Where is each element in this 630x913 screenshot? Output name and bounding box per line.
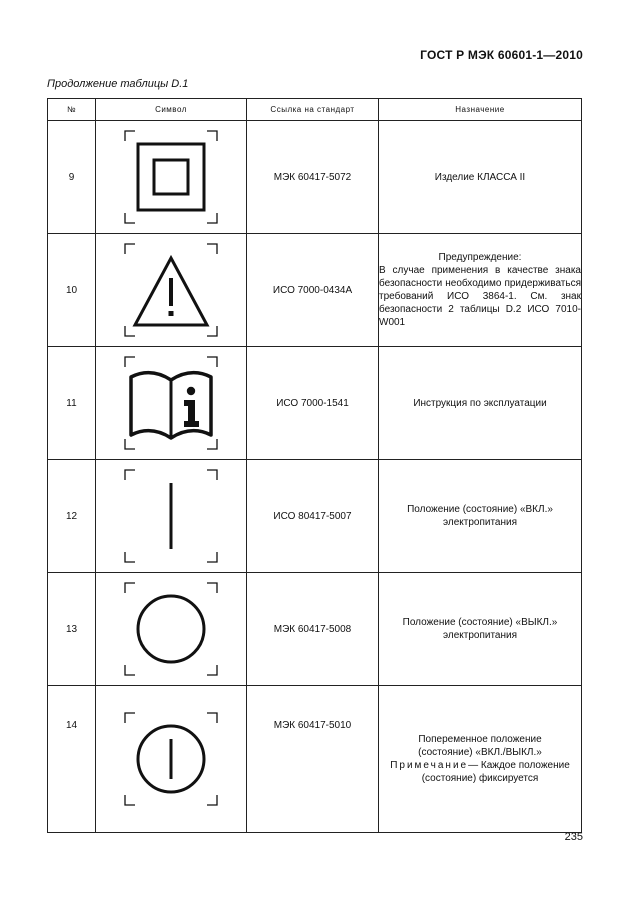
purpose-line: электропитания	[442, 517, 518, 528]
table-caption: Продолжение таблицы D.1	[47, 78, 189, 90]
standard-reference: МЭК 60417-5008	[247, 573, 379, 686]
column-header-symbol: Символ	[96, 99, 247, 121]
document-standard-header: ГОСТ Р МЭК 60601-1—2010	[420, 48, 583, 62]
purpose-note	[379, 759, 581, 785]
push-on-push-off-icon	[121, 709, 221, 809]
row-number: 9	[48, 121, 96, 234]
purpose-body: В случае применения в качестве знака безопасности необходимо придерживаться требований ИСО 3864-1. См. знак безопасности 2 таблицы D.2 ИСО 7010-W001	[379, 265, 581, 328]
instruction-book-info-icon	[121, 353, 221, 453]
table-row	[48, 234, 582, 347]
standard-reference: ИСО 80417-5007	[247, 460, 379, 573]
page-number: 235	[564, 831, 583, 843]
row-number: 14	[48, 686, 96, 833]
column-header-standard: Ссылка на стандарт	[247, 99, 379, 121]
column-header-number: №	[48, 99, 96, 121]
column-header-purpose: Назначение	[379, 99, 582, 121]
standard-reference: ИСО 7000-0434А	[247, 234, 379, 347]
purpose-title: Предупреждение:	[438, 252, 522, 263]
row-number: 13	[48, 573, 96, 686]
row-number: 11	[48, 347, 96, 460]
purpose-text: Инструкция по эксплуатации	[379, 347, 582, 460]
purpose-line: Положение (состояние) «ВКЛ.»	[407, 504, 553, 515]
table-row	[48, 347, 582, 460]
note-label: Примечание	[390, 760, 469, 771]
table-header-row	[48, 99, 582, 121]
purpose-line: электропитания	[442, 630, 518, 641]
power-on-line-icon	[121, 466, 221, 566]
power-off-circle-icon	[121, 579, 221, 679]
purpose-line: (состояние) «ВКЛ./ВЫКЛ.»	[418, 747, 542, 758]
table-row	[48, 460, 582, 573]
standard-reference: МЭК 60417-5072	[247, 121, 379, 234]
double-square-class-ii-icon	[121, 127, 221, 227]
table-row	[48, 121, 582, 234]
row-number: 12	[48, 460, 96, 573]
note-text: — Каждое положение (состояние) фиксируется	[421, 760, 570, 784]
purpose-text: Изделие КЛАССА II	[379, 121, 582, 234]
standard-reference: МЭК 60417-5010	[247, 686, 379, 833]
standard-reference: ИСО 7000-1541	[247, 347, 379, 460]
purpose-line: Положение (состояние) «ВЫКЛ.»	[402, 617, 558, 628]
purpose-line: Попеременное положение	[418, 734, 542, 745]
row-number: 10	[48, 234, 96, 347]
table-row	[48, 686, 582, 833]
symbols-table	[47, 98, 582, 833]
table-row	[48, 573, 582, 686]
warning-triangle-icon	[121, 240, 221, 340]
